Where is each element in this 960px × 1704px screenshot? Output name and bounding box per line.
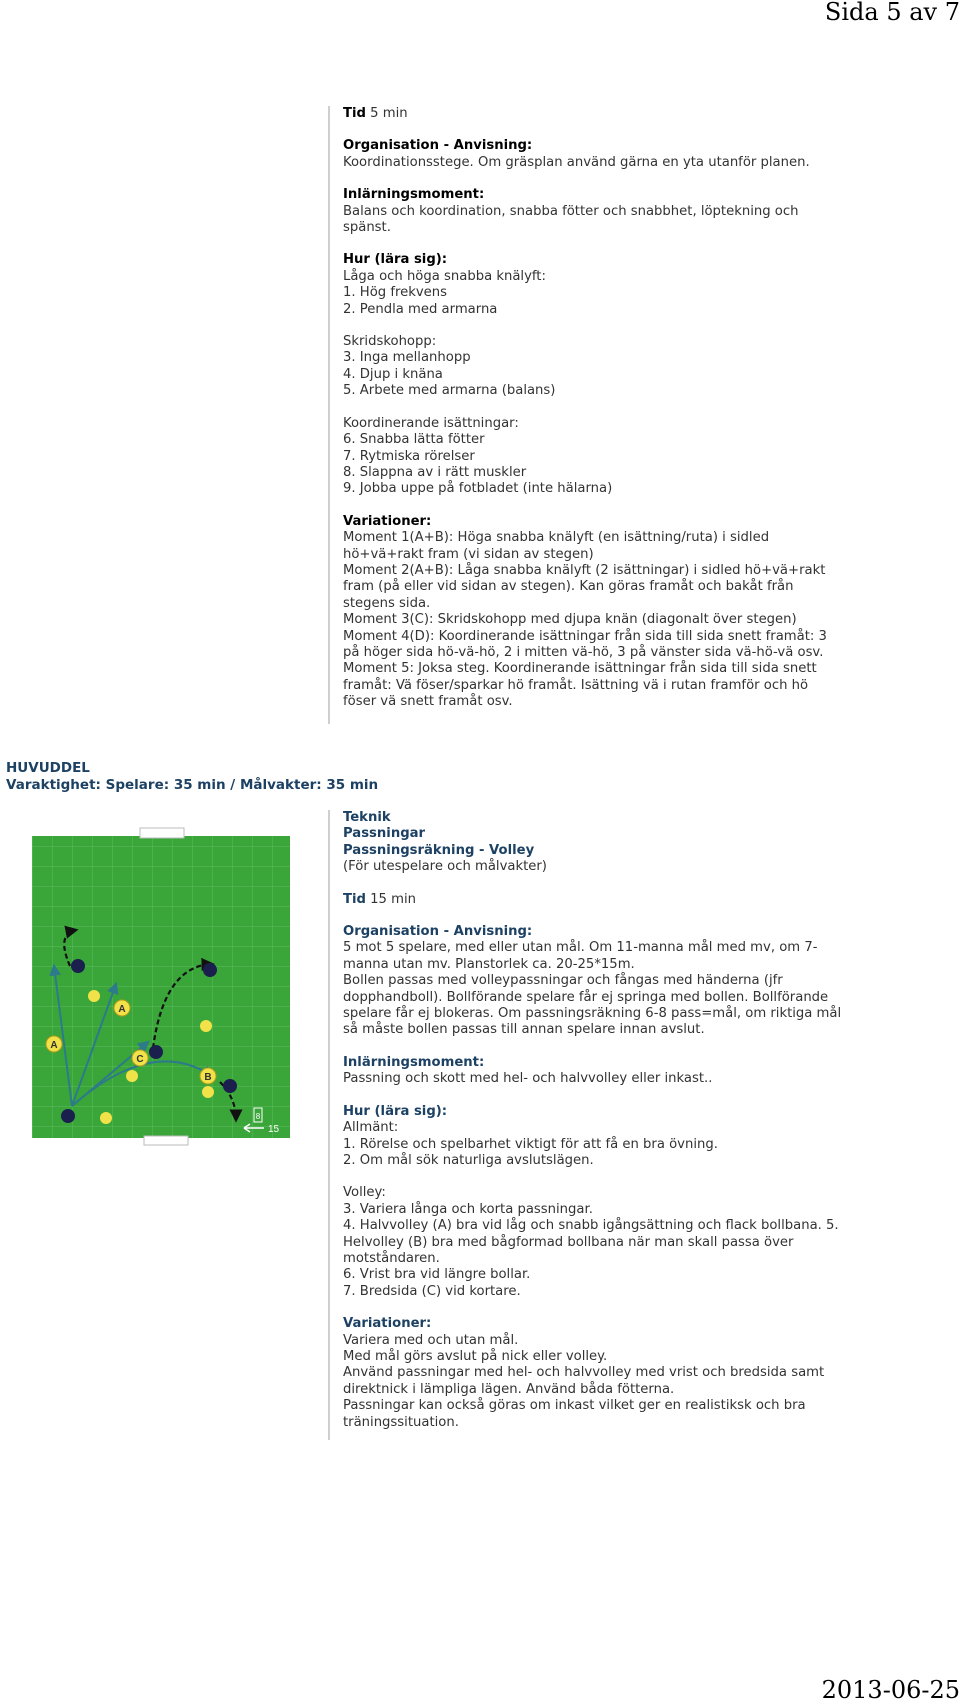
player-yellow — [200, 1020, 212, 1032]
goal-bottom — [144, 1136, 188, 1145]
inl-label: Inlärningsmoment: — [343, 1054, 485, 1070]
var-line: Moment 5: Joksa steg. Koordinerande isättningar från sida till sida snett — [343, 661, 817, 677]
player-blue — [203, 963, 217, 977]
skrid-line: 3. Inga mellanhopp — [343, 350, 471, 366]
var-line: Moment 3(C): Skridskohopp med djupa knän (diagonalt över stegen) — [343, 612, 797, 628]
skrid-line: 4. Djup i knäna — [343, 366, 443, 382]
time-value: 5 min — [370, 106, 408, 121]
main-passningar: Passningar — [343, 826, 426, 842]
hur-line: 2. Pendla med armarna — [343, 301, 498, 317]
org-text: Koordinationsstege. Om gräsplan använd gärna en yta utanför planen. — [343, 154, 810, 170]
var-line: Moment 4(D): Koordinerande isättningar från sida till sida snett framåt: 3 — [343, 628, 827, 644]
skrid-line: 5. Arbete med armarna (balans) — [343, 383, 556, 399]
player-yellow — [100, 1112, 112, 1124]
hur-label: Hur (lära sig): — [343, 1103, 448, 1119]
marker-label: A — [50, 1040, 58, 1051]
time-value: 15 min — [370, 891, 417, 907]
var-line: hö+vä+rakt fram (vi sidan av stegen) — [343, 546, 594, 562]
hur-line: Allmänt: — [343, 1120, 399, 1136]
koord-line: 7. Rytmiska rörelser — [343, 448, 475, 464]
page-number: Sida 5 av 7 — [824, 0, 960, 26]
skrid-line: Skridskohopp: — [343, 334, 437, 350]
main-time — [343, 892, 903, 908]
player-yellow — [88, 990, 100, 1002]
main-teknik: Teknik — [343, 810, 391, 825]
main-subtitle: (För utespelare och målvakter) — [343, 859, 547, 875]
hur-line: Låga och höga snabba knälyft: — [343, 268, 546, 284]
scale-label: 15 — [268, 1124, 280, 1135]
page-date: 2013-06-25 — [821, 1676, 960, 1704]
volley-line: 3. Variera långa och korta passningar. — [343, 1201, 593, 1217]
player-yellow — [126, 1070, 138, 1082]
player-blue — [149, 1045, 163, 1059]
main-exercise: Passningsräkning - Volley — [343, 842, 535, 858]
org-line: så måste bollen passas till annan spelare innan avslut. — [343, 1022, 705, 1038]
var-line: på höger sida hö-vä-hö, 2 i mitten vä-hö, 3 på vänster sida vä-hö-vä osv. — [343, 644, 824, 660]
koord-line: 8. Slappna av i rätt muskler — [343, 464, 527, 480]
var-line: fram (på eller vid sidan av stegen). Kan göras framåt och bakåt från — [343, 579, 794, 595]
warmup-section — [328, 106, 883, 724]
goal-top — [140, 828, 184, 838]
warmup-time — [343, 106, 883, 122]
var-line: Med mål görs avslut på nick eller volley. — [343, 1348, 608, 1364]
pitch-svg — [32, 826, 292, 1148]
scale-label-short: 8 — [255, 1112, 261, 1121]
volley-line: motståndaren. — [343, 1250, 440, 1266]
org-label: Organisation - Anvisning: — [343, 924, 533, 940]
marker-label: C — [136, 1054, 144, 1065]
time-label: Tid — [343, 106, 366, 121]
org-label: Organisation - Anvisning: — [343, 138, 533, 154]
var-line: Variera med och utan mål. — [343, 1332, 519, 1348]
player-blue — [223, 1079, 237, 1093]
var-line: Moment 1(A+B): Höga snabba knälyft (en isättning/ruta) i sidled — [343, 530, 770, 546]
org-line: dopphandboll). Bollförande spelare får ej springa med bollen. Bollförande — [343, 989, 829, 1005]
org-line: Bollen passas med volleypassningar och fångas med händerna (jfr — [343, 973, 783, 989]
var-line: framåt: Vä föser/sparkar hö framåt. Isättning vä i rutan framför och hö — [343, 677, 809, 693]
volley-line: Volley: — [343, 1185, 386, 1201]
var-line: föser vä snett framåt osv. — [343, 694, 513, 710]
var-line: stegens sida. — [343, 595, 431, 611]
var-line: Moment 2(A+B): Låga snabba knälyft (2 isättningar) i sidled hö+vä+rakt — [343, 562, 826, 578]
marker-label: B — [204, 1072, 212, 1083]
var-line: direktnick i lämpliga lägen. Använd båda fötterna. — [343, 1381, 675, 1397]
var-line: Passningar kan också göras om inkast vilket ger en realistiksk och bra — [343, 1398, 806, 1414]
var-line: träningssituation. — [343, 1414, 459, 1430]
volley-line: 6. Vrist bra vid längre bollar. — [343, 1267, 531, 1283]
hur-label: Hur (lära sig): — [343, 252, 448, 268]
hur-line: 2. Om mål sök naturliga avslutslägen. — [343, 1152, 594, 1168]
volley-line: 7. Bredsida (C) vid kortare. — [343, 1283, 521, 1299]
main-section — [328, 810, 903, 1440]
koord-line: Koordinerande isättningar: — [343, 415, 519, 431]
hur-line: 1. Hög frekvens — [343, 285, 447, 301]
pitch-diagram — [32, 826, 292, 1148]
time-label: Tid — [343, 891, 366, 907]
inl-line: Balans och koordination, snabba fötter och snabbhet, löptekning och — [343, 203, 799, 219]
inl-label: Inlärningsmoment: — [343, 187, 485, 203]
var-label: Variationer: — [343, 1316, 432, 1332]
volley-line: 4. Halvvolley (A) bra vid låg och snabb igångsättning och flack bollbana. 5. — [343, 1218, 839, 1234]
koord-line: 9. Jobba uppe på fotbladet (inte hälarna) — [343, 481, 613, 497]
player-yellow — [202, 1086, 214, 1098]
koord-line: 6. Snabba lätta fötter — [343, 432, 485, 448]
org-line: manna utan mv. Planstorlek ca. 20-25*15m. — [343, 956, 635, 972]
main-duration: Varaktighet: Spelare: 35 min / Målvakter: 35 min — [6, 777, 379, 793]
org-line: 5 mot 5 spelare, med eller utan mål. Om 11-manna mål med mv, om 7- — [343, 940, 818, 956]
var-label: Variationer: — [343, 513, 432, 529]
main-title: HUVUDDEL — [6, 760, 90, 776]
inl-text: Passning och skott med hel- och halvvolley eller inkast.. — [343, 1071, 713, 1087]
var-line: Använd passningar med hel- och halvvolley med vrist och bredsida samt — [343, 1365, 825, 1381]
player-blue — [61, 1109, 75, 1123]
inl-line: spänst. — [343, 220, 391, 236]
org-line: spelare får ej blokeras. Om passningsräkning 6-8 pass=mål, om riktiga mål — [343, 1006, 842, 1022]
player-blue — [71, 959, 85, 973]
marker-label: A — [118, 1004, 126, 1015]
volley-line: Helvolley (B) bra med bågformad bollbana när man skall passa över — [343, 1234, 794, 1250]
hur-line: 1. Rörelse och spelbarhet viktigt för att få en bra övning. — [343, 1136, 718, 1152]
